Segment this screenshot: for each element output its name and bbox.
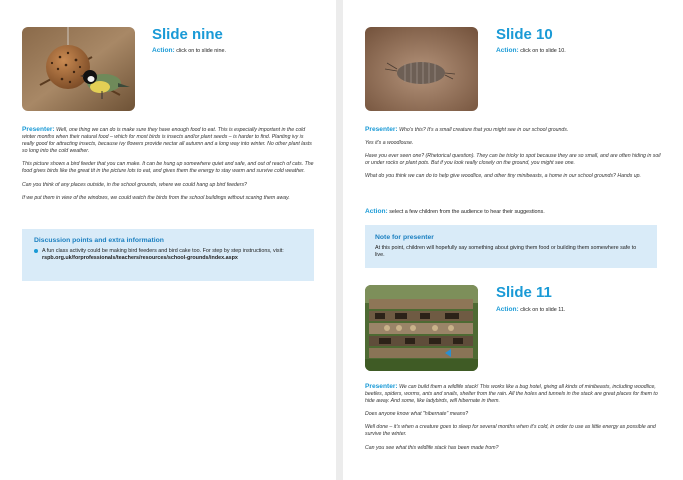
slide-11-action: [496, 306, 565, 313]
action-text: click on to slide 11.: [518, 307, 566, 313]
action-text: click on to slide nine.: [174, 48, 226, 54]
presenter-text: Who's this? It's a small creature that you might see in our school grounds.: [397, 127, 569, 133]
bird-feeder-photo: [22, 27, 135, 111]
action-label: Action:: [496, 306, 519, 313]
slide-9-title: Slide nine: [152, 26, 223, 43]
slide-11-notes: [365, 383, 663, 458]
note-text: At this point, children will hopefully say something about giving them food or building them somewhere safe to live.: [375, 245, 637, 258]
notes-paragraph: Yes it's a woodlouse.: [365, 140, 414, 147]
action-label: Action:: [496, 47, 519, 54]
notes-paragraph: Can you think of any places outside, in the school grounds, where we could hang up bird feeders?: [22, 181, 247, 188]
discussion-body: A fun class activity could be making bird feeders and bird cake too. For step by step instructions, visit:: [42, 248, 284, 254]
woodlouse-photo: [365, 27, 478, 111]
slide-11-title: Slide 11: [496, 284, 552, 301]
notes-paragraph: Can you see what this wildlife stack has been made from?: [365, 444, 499, 451]
presenter-label: Presenter:: [22, 126, 55, 133]
presenter-text: Well, one thing we can do is make sure they have enough food to eat. This is especially important in the cold winter months when their natural food – which for most birds is insects and/or plant seeds – is harder to find. Planting ivy is really good for attracting insects, because ivy flowers provide nectar all autumn and a long way into winter. No other plant lasts so long into the cold weather.: [22, 127, 312, 155]
action-text: click on to slide 10.: [518, 48, 566, 54]
notes-paragraph: If we put them in view of the windows, we could watch the birds from the school buildings without scaring them away.: [22, 194, 290, 201]
slide-10-action: [496, 47, 566, 54]
right-page: [343, 0, 683, 480]
notes-paragraph: This picture shows a bird feeder that you can make. It can be hung up somewhere quiet and safe, and out of reach of cats. The food gives birds like the great tit in the picture lots to eat, and gives them the energy to stay warm and survive cold weather.: [22, 161, 314, 175]
bullet-icon: [34, 249, 38, 253]
discussion-box: [22, 229, 314, 281]
notes-paragraph: Well done – it's when a creature goes to sleep for several months when it's cold, in order to use as little energy as possible and survive the winter.: [365, 424, 656, 438]
action-label: Action:: [365, 208, 388, 215]
slide-10-action-select: [365, 208, 545, 215]
presenter-label: Presenter:: [365, 383, 398, 390]
slide-10-title: Slide 10: [496, 26, 553, 43]
left-page: [0, 0, 336, 480]
notes-paragraph: What do you think we can do to help give woodlice, and other tiny minibeasts, a home in our school grounds? Hands up.: [365, 173, 641, 180]
presenter-paragraph: [22, 126, 314, 155]
presenter-text: We can build them a wildlife stack! This works like a bug hotel, giving all kinds of minibeasts, including woodlice, beetles, spiders, worms, ants and snails, shelter from the rain. All the holes and tunnels in the stack are great places for them to hide away. And some, like ladybirds, will hibernate in them.: [365, 384, 658, 405]
presenter-paragraph: [365, 383, 663, 405]
slide-9-action: [152, 47, 226, 54]
presenter-label: Presenter:: [365, 126, 398, 133]
action-label: Action:: [152, 47, 175, 54]
discussion-title: Discussion points and extra information: [34, 237, 164, 244]
slide-10-notes: [365, 126, 663, 186]
presenter-paragraph: [365, 126, 663, 134]
notes-paragraph: Does anyone know what "hibernate" means?: [365, 411, 469, 418]
notes-paragraph: Have you ever seen one? (Rhetorical question). They can be tricky to spot because they are so small, and are often hiding in soil or under rocks or plant pots. But if you look really closely on the ground, you might see one.: [365, 153, 661, 167]
note-box: [365, 225, 657, 268]
slide-9-notes: [22, 126, 314, 208]
wildlife-stack-photo: [365, 285, 478, 371]
discussion-text: [34, 248, 290, 262]
action-text: select a few children from the audience to hear their suggestions.: [387, 209, 545, 215]
rspb-link[interactable]: rspb.org.uk/forprofessionals/teachers/resources/school-grounds/index.aspx: [42, 255, 238, 261]
note-title: Note for presenter: [375, 234, 434, 241]
